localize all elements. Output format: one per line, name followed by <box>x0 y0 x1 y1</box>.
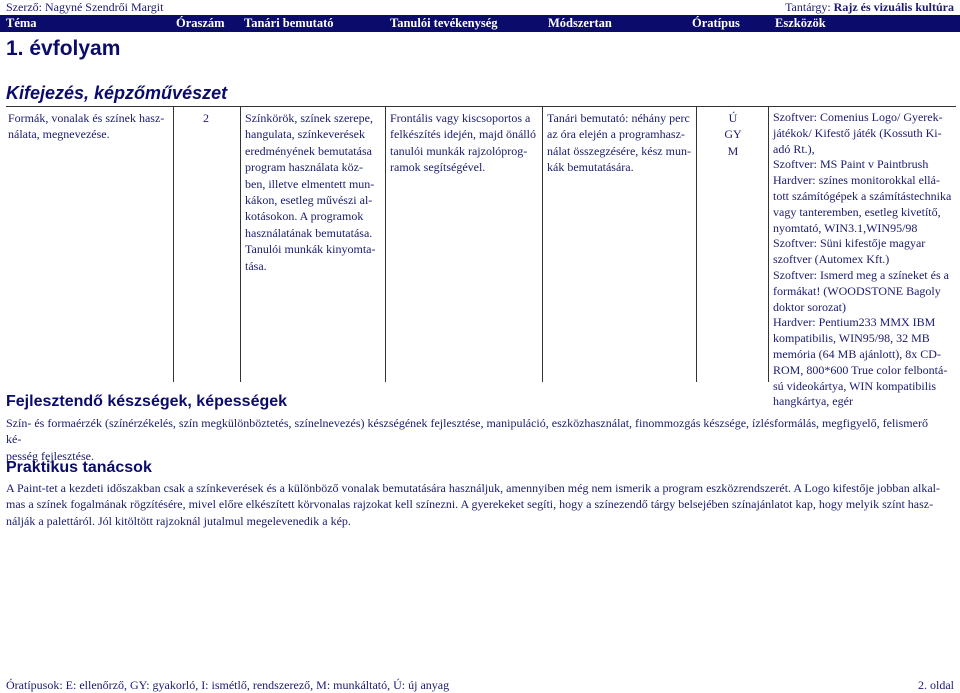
text-line: GY <box>724 127 742 142</box>
text-line: sú videokártya, WIN kompatibilis <box>773 378 937 393</box>
text-line: szoftver (Automex Kft.) <box>773 252 890 267</box>
section-title: Kifejezés, képzőművészet <box>6 83 228 103</box>
text-line: Szoftver: Ismerd meg a színeket és a <box>773 267 949 282</box>
text-line: A Paint-tet a kezdeti időszakban csak a színkeverések és a különböző vonalak bemutatására használjuk, amennyiben még nem ismerik a program eszközrendszerét. A Logo kifestője jobban alkal- <box>6 481 941 495</box>
subject-label <box>785 0 954 15</box>
text-line: hangulata, színkeverések <box>245 127 365 142</box>
row-top-rule <box>6 106 956 107</box>
text-line: Frontális vagy kiscsoportos a <box>390 111 531 125</box>
cell-oratipus <box>700 110 766 159</box>
subject-prefix: Tantárgy: <box>785 0 834 14</box>
cell-eszkozok <box>773 110 958 410</box>
text-line: Szoftver: Süni kifestője magyar <box>773 236 926 251</box>
column-divider <box>696 106 697 382</box>
text-line: kotásokon. A programok <box>245 209 364 224</box>
text-line: Hardver: színes monitorokkal ellá- <box>773 173 940 188</box>
text-line: 2 <box>203 111 209 125</box>
text-line: Szín- és formaérzék (színérzékelés, szín megkülönböztetés, színelnevezés) készségének fejlesztése, manipuláció, eszközhasználat, finommozgás készsége, ízlésformálás, megfigyelő, felismerő ké- <box>6 416 928 447</box>
text-line: nálata, megnevezése. <box>8 127 110 142</box>
column-divider <box>173 106 174 382</box>
author-label: Szerző: Nagyné Szendrői Margit <box>6 0 164 14</box>
text-line: adó Rt.), <box>773 141 815 156</box>
text-line: program használata köz- <box>245 160 363 175</box>
text-line: használatának bemutatása. <box>245 225 373 240</box>
oratipus-legend: Óratípusok: E: ellenőrző, GY: gyakorló, I: ismétlő, rendszerező, M: munkáltató, Ú: új anyag <box>6 678 450 692</box>
skills-heading: Fejlesztendő készségek, képességek <box>6 393 288 410</box>
text-line: tanulói munkák rajzolóprog- <box>390 143 528 158</box>
text-line: tása. <box>245 258 267 273</box>
text-line: ben, illetve elmentett mun- <box>245 176 375 191</box>
header-oraszam: Óraszám <box>176 16 225 30</box>
text-line: kák bemutatására. <box>547 160 634 175</box>
grade-heading: 1. évfolyam <box>6 37 121 60</box>
skills-text <box>6 415 942 464</box>
header-eszkozok: Eszközök <box>775 16 826 30</box>
column-divider <box>240 106 241 382</box>
text-line: hangkártya, egér <box>773 394 853 409</box>
text-line: nálják a palettáról. Jól kitöltött rajzoknál jutalmul megelevenedik a kép. <box>6 513 351 528</box>
footer <box>6 678 954 693</box>
text-line: doktor sorozat) <box>773 299 846 314</box>
text-line: nálat összegzésére, kész mun- <box>547 143 691 158</box>
text-line: M <box>727 143 739 158</box>
text-line: Szoftver: MS Paint v Paintbrush <box>773 157 929 172</box>
tips-text <box>6 480 942 529</box>
text-line: ROM, 800*600 True color felbontá- <box>773 362 948 377</box>
table-header <box>0 15 960 32</box>
text-line: formákat! (WOODSTONE Bagoly <box>773 283 941 298</box>
text-line: Hardver: Pentium233 MMX IBM <box>773 315 936 330</box>
text-line: játékok/ Kifestő játék (Kossuth Ki- <box>773 125 942 140</box>
header-oratipus: Óratípus <box>692 16 740 30</box>
column-divider <box>385 106 386 382</box>
header-tanari-bemutato: Tanári bemutató <box>244 16 334 30</box>
subject-value: Rajz és vizuális kultúra <box>833 0 954 14</box>
page-number: 2. oldal <box>918 678 954 692</box>
text-line: Formák, vonalak és színek hasz- <box>8 111 165 125</box>
header-tanuloi-tevekenyseg: Tanulói tevékenység <box>390 16 498 30</box>
text-line: mas a színek fogalmának rögzítésére, mivel előre elkészített körvonalas rajzokat kell színezni. A gyerekeket segíti, hogy a színezendő tárgy belsejében színajánlatot kap, hogy melyik színt hasz- <box>6 497 934 512</box>
text-line: Szoftver: Comenius Logo/ Gyerek- <box>773 110 943 124</box>
text-line: kompatibilis, WIN95/98, 32 MB <box>773 331 930 346</box>
text-line: pesség fejlesztése. <box>6 448 94 463</box>
text-line: memória (64 MB ajánlott), 8x CD- <box>773 346 941 361</box>
top-bar <box>6 0 954 14</box>
text-line: nyomtató, WIN3.1,WIN95/98 <box>773 220 918 235</box>
cell-tanuloi-tevekenyseg <box>390 110 542 176</box>
text-line: Tanári bemutató: néhány perc <box>547 111 690 125</box>
text-line: tott számítógépek a számítástechnika <box>773 188 952 203</box>
header-modszertan: Módszertan <box>548 16 612 30</box>
cell-tema <box>8 110 171 143</box>
text-line: vagy tanteremben, esetleg kivetítő, <box>773 204 941 219</box>
text-line: Tanulói munkák kinyomta- <box>245 242 376 257</box>
text-line: Ú <box>728 111 738 125</box>
text-line: ramok segítségével. <box>390 160 486 175</box>
cell-modszertan <box>547 110 695 176</box>
header-tema: Téma <box>6 16 37 30</box>
text-line: kákon, esetleg művészi al- <box>245 193 373 208</box>
cell-tanari-bemutato <box>245 110 383 274</box>
tips-heading: Praktikus tanácsok <box>6 459 152 476</box>
column-divider <box>768 106 769 382</box>
column-divider <box>542 106 543 382</box>
text-line: eredményének bemutatása <box>245 143 372 158</box>
text-line: az óra elején a programhasz- <box>547 127 685 142</box>
text-line: felkészítés idején, majd önálló <box>390 127 536 142</box>
cell-oraszam <box>203 110 233 126</box>
text-line: Színkörök, színek szerepe, <box>245 111 373 125</box>
